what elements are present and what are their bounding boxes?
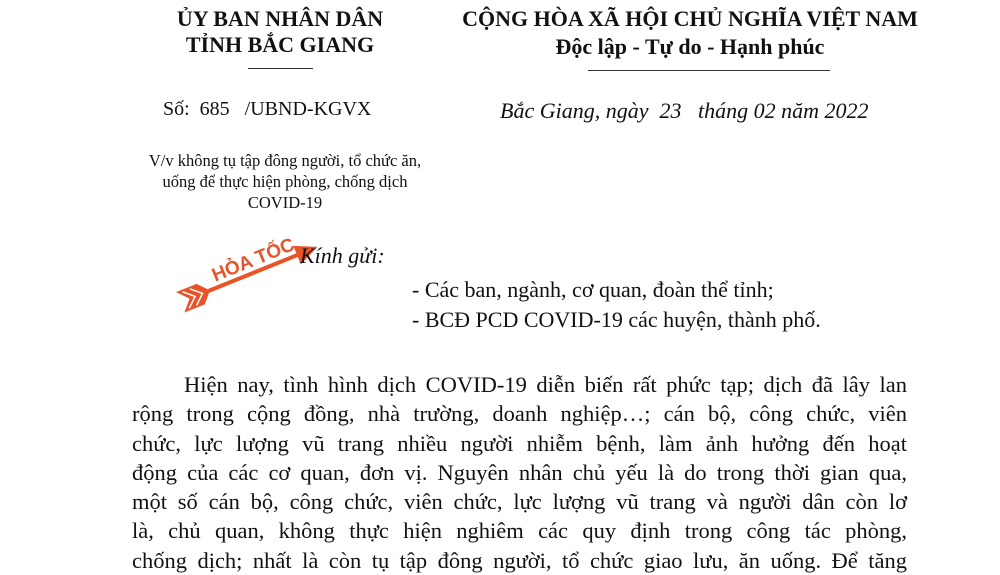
document-date: Bắc Giang, ngày 23 tháng 02 năm 2022: [500, 98, 869, 123]
body-line: động của các cơ quan, đơn vị. Nguyên nhân chủ yếu là do trong thời gian qua,: [132, 459, 907, 485]
organization-name: ỦY BAN NHÂN DÂN: [176, 6, 384, 31]
recipient-item: - BCĐ PCD COVID-19 các huyện, thành phố.: [412, 307, 821, 332]
recipient-item: - Các ban, ngành, cơ quan, đoàn thể tỉnh;: [412, 277, 774, 302]
greeting: Kính gửi:: [300, 243, 385, 268]
subject-line: COVID-19: [247, 193, 323, 212]
divider-left: [248, 68, 313, 69]
recipient-list: [412, 275, 821, 335]
document-subject: [120, 150, 450, 213]
divider-right: [588, 70, 830, 71]
body-line: chức, lực lượng vũ trang nhiều người nhiễm bệnh, làm ảnh hưởng đến hoạt: [132, 430, 907, 456]
subject-line: uống để thực hiện phòng, chống dịch: [162, 172, 408, 191]
body-line: một số cán bộ, công chức, viên chức, lực lượng vũ trang và người dân còn lơ: [132, 489, 907, 515]
province-name: TỈNH BẮC GIANG: [185, 32, 375, 57]
stamp-label: HỎA TỐC: [209, 234, 298, 287]
body-paragraph: [132, 370, 907, 575]
body-line: rộng trong cộng đồng, nhà trường, doanh nghiệp…; cán bộ, công chức, viên: [132, 401, 907, 427]
body-line: Hiện nay, tình hình dịch COVID-19 diễn biến rất phức tạp; dịch đã lây lan: [184, 372, 907, 397]
body-line: chống dịch; nhất là còn tụ tập đông người, tổ chức giao lưu, ăn uống. Để tăng: [132, 547, 907, 573]
national-title: CỘNG HÒA XÃ HỘI CHỦ NGHĨA VIỆT NAM: [462, 6, 918, 31]
body-line: là, chủ quan, không thực hiện nghiêm các quy định trong công tác phòng,: [132, 518, 907, 544]
document-number: Số: 685 /UBND-KGVX: [163, 98, 372, 120]
national-motto: Độc lập - Tự do - Hạnh phúc: [555, 34, 825, 59]
subject-line: V/v không tụ tập đông người, tổ chức ăn,: [148, 151, 422, 170]
